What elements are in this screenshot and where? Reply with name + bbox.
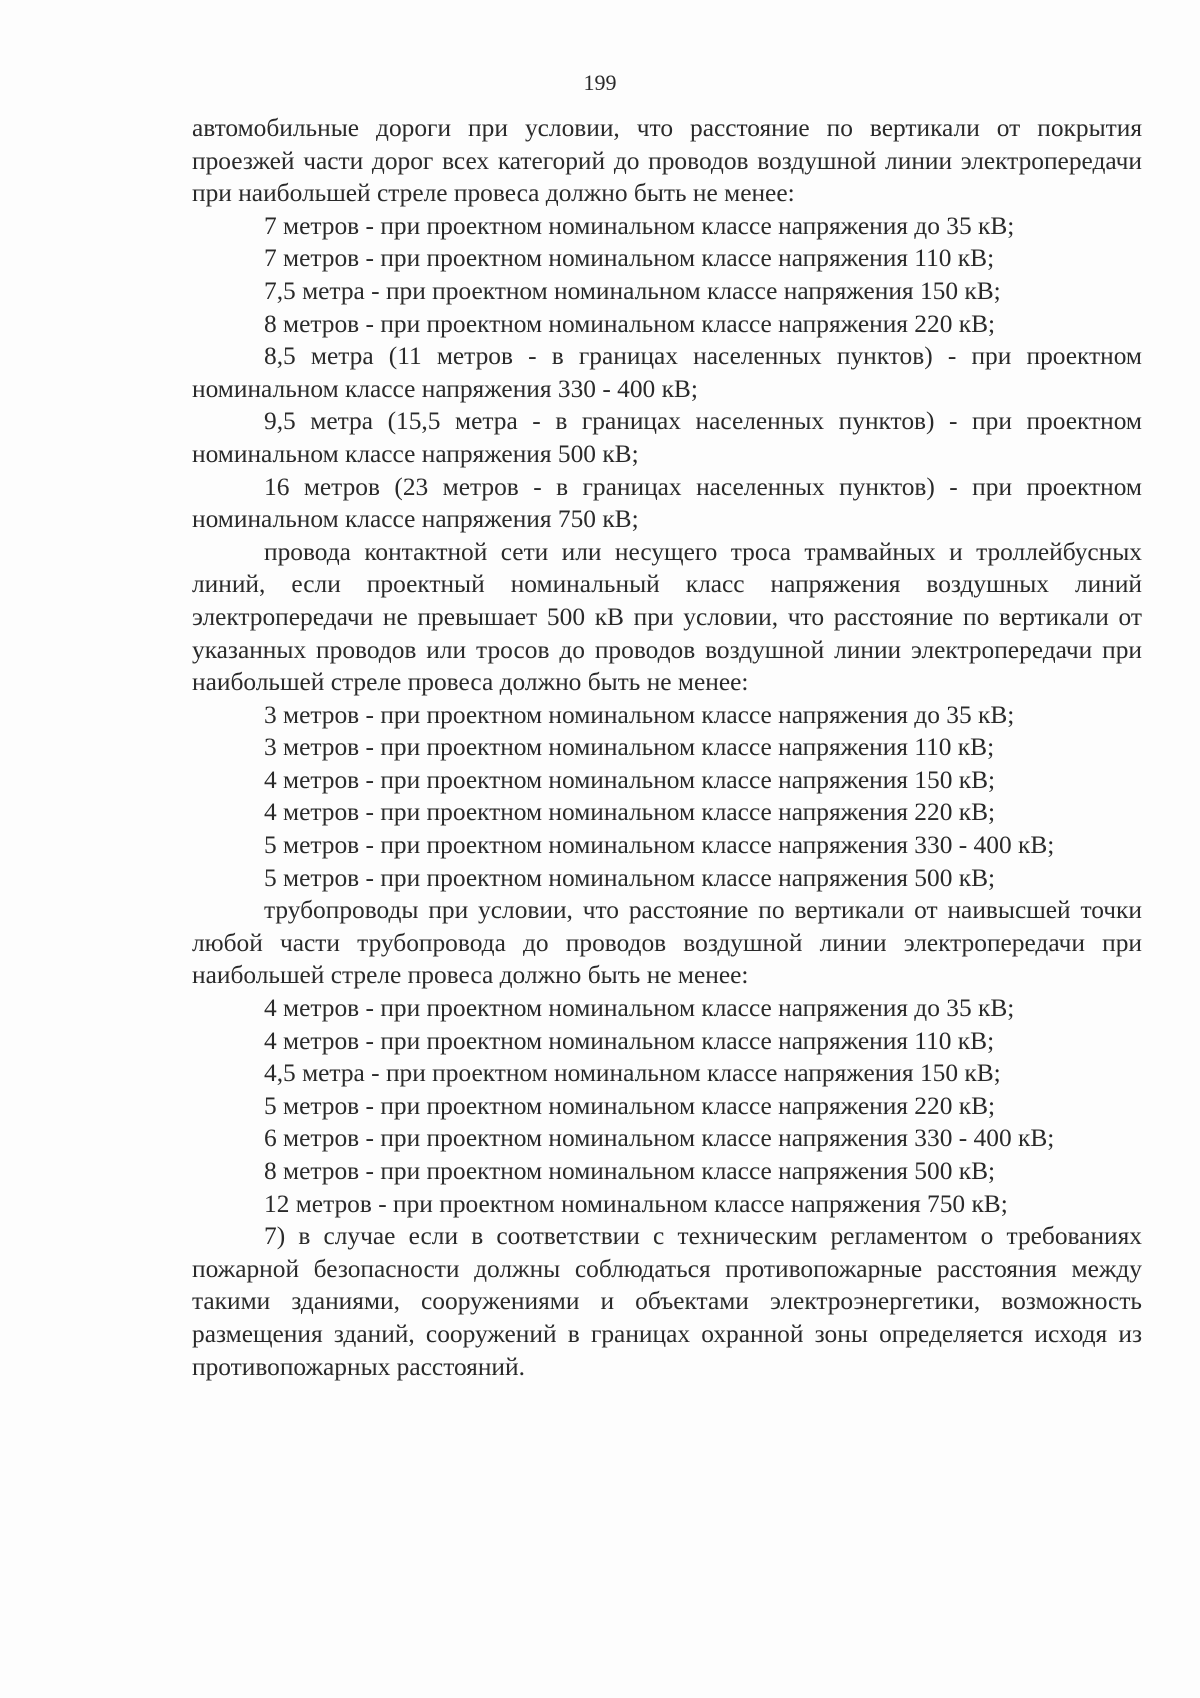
paragraph: провода контактной сети или несущего троса трамвайных и троллейбусных линий, если проектный номинальный класс напряжения воздушных линий электропередачи не превышает 500 кВ при условии, что расстояние по вертикали от указанных проводов или тросов до проводов воздушной линии электропередачи при наибольшей стреле провеса должно быть не менее: [192, 537, 1142, 697]
paragraph: 7) в случае если в соответствии с техническим регламентом о требованиях пожарной безопасности должны соблюдаться противопожарные расстояния между такими зданиями, сооружениями и объектами электроэнергетики, возможность размещения зданий, сооружений в границах охранной зоны определяется исходя из противопожарных расстояний. [192, 1222, 1142, 1381]
paragraph: 16 метров (23 метров - в границах населенных пунктов) - при проектном номинальном классе напряжения 750 кВ; [192, 472, 1142, 534]
paragraph: трубопроводы при условии, что расстояние по вертикали от наивысшей точки любой части трубопровода до проводов воздушной линии электропередачи при наибольшей стреле провеса должно быть не менее: [192, 896, 1142, 990]
paragraph: автомобильные дороги при условии, что расстояние по вертикали от покрытия проезжей части дорог всех категорий до проводов воздушной линии электропередачи при наибольшей стреле провеса должно быть не менее: [192, 114, 1142, 208]
paragraph: 7,5 метра - при проектном номинальном классе напряжения 150 кВ; [264, 276, 1001, 305]
paragraph: 3 метров - при проектном номинальном классе напряжения 110 кВ; [264, 733, 995, 762]
paragraph: 4 метров - при проектном номинальном классе напряжения 150 кВ; [264, 765, 996, 794]
paragraph: 5 метров - при проектном номинальном классе напряжения 330 - 400 кВ; [264, 831, 1055, 860]
paragraph: 5 метров - при проектном номинальном классе напряжения 500 кВ; [264, 863, 996, 892]
paragraph: 12 метров - при проектном номинальном классе напряжения 750 кВ; [264, 1189, 1008, 1218]
paragraph: 3 метров - при проектном номинальном классе напряжения до 35 кВ; [264, 700, 1015, 729]
paragraph: 4 метров - при проектном номинальном классе напряжения 220 кВ; [264, 798, 996, 827]
paragraph: 4,5 метра - при проектном номинальном классе напряжения 150 кВ; [264, 1059, 1001, 1088]
document-body [192, 112, 1142, 1383]
paragraph: 9,5 метра (15,5 метра - в границах населенных пунктов) - при проектном номинальном классе напряжения 500 кВ; [192, 407, 1142, 468]
paragraph: 5 метров - при проектном номинальном классе напряжения 220 кВ; [264, 1091, 996, 1120]
paragraph: 8 метров - при проектном номинальном классе напряжения 220 кВ; [264, 309, 996, 338]
paragraph: 7 метров - при проектном номинальном классе напряжения до 35 кВ; [264, 211, 1015, 240]
paragraph: 4 метров - при проектном номинальном классе напряжения до 35 кВ; [264, 994, 1015, 1023]
paragraph: 6 метров - при проектном номинальном классе напряжения 330 - 400 кВ; [264, 1124, 1055, 1153]
page-number: 199 [583, 70, 617, 95]
paragraph: 8 метров - при проектном номинальном классе напряжения 500 кВ; [264, 1157, 996, 1185]
paragraph: 4 метров - при проектном номинальном классе напряжения 110 кВ; [264, 1026, 995, 1055]
paragraph: 7 метров - при проектном номинальном классе напряжения 110 кВ; [264, 244, 995, 273]
paragraph: 8,5 метра (11 метров - в границах населенных пунктов) - при проектном номинальном классе напряжения 330 - 400 кВ; [192, 342, 1142, 403]
